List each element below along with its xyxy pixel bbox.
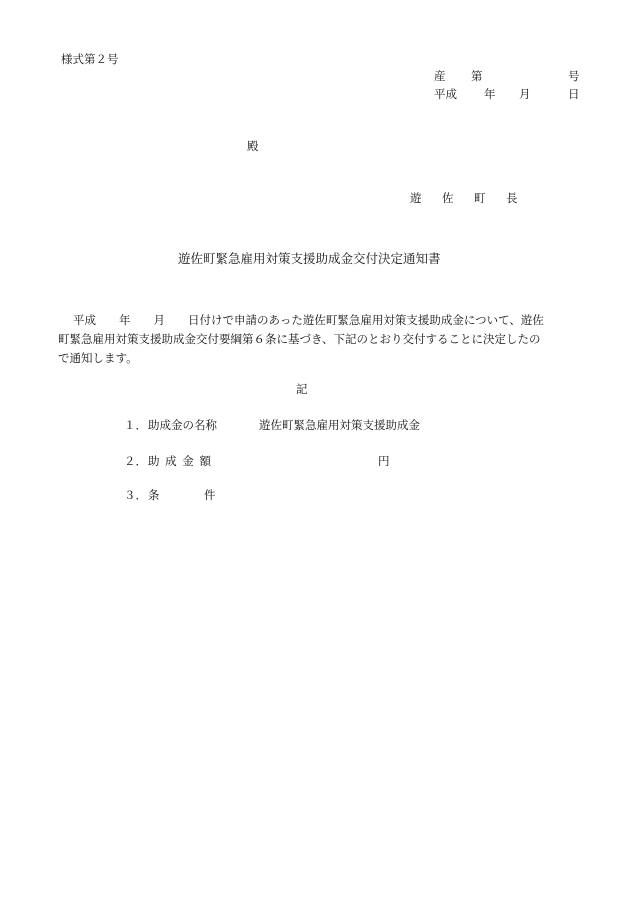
ki-heading: 記	[296, 382, 308, 396]
date-day: 日	[568, 87, 580, 101]
date-year: 年	[484, 87, 496, 101]
sender-char-2: 佐	[442, 191, 454, 205]
item-3-label-first: 条	[148, 488, 160, 502]
sender-char-1: 遊	[410, 191, 422, 205]
item-2-label: 助 成 金 額	[148, 454, 212, 468]
item-3-number: ３．	[124, 488, 147, 502]
item-2-number: ２．	[124, 454, 147, 468]
date-era: 平成	[434, 87, 457, 101]
item-1-number: １．	[124, 418, 147, 432]
addressee-honorific: 殿	[247, 139, 259, 153]
item-1-value: 遊佐町緊急雇用対策支援助成金	[259, 418, 420, 432]
item-2-value: 円	[378, 454, 390, 468]
form-number: 様式第２号	[61, 52, 119, 66]
sender-char-3: 町	[474, 191, 486, 205]
reference-prefix: 産	[434, 69, 446, 83]
item-3-label-second: 件	[204, 488, 216, 502]
body-line-3: で通知します。	[58, 351, 138, 365]
notice-body	[58, 311, 588, 368]
item-1-label: 助成金の名称	[148, 418, 217, 432]
reference-dai: 第	[471, 69, 483, 83]
document-title: 遊佐町緊急雇用対策支援助成金交付決定通知書	[178, 251, 441, 266]
sender-char-4: 長	[506, 191, 518, 205]
reference-go: 号	[568, 69, 580, 83]
body-line-2: 町緊急雇用対策支援助成金交付要綱第６条に基づき、下記のとおり交付することに決定したの	[58, 332, 541, 346]
body-line-1: 平成 年 月 日付けで申請のあった遊佐町緊急雇用対策支援助成金について、遊佐	[73, 313, 544, 327]
date-month: 月	[519, 87, 531, 101]
